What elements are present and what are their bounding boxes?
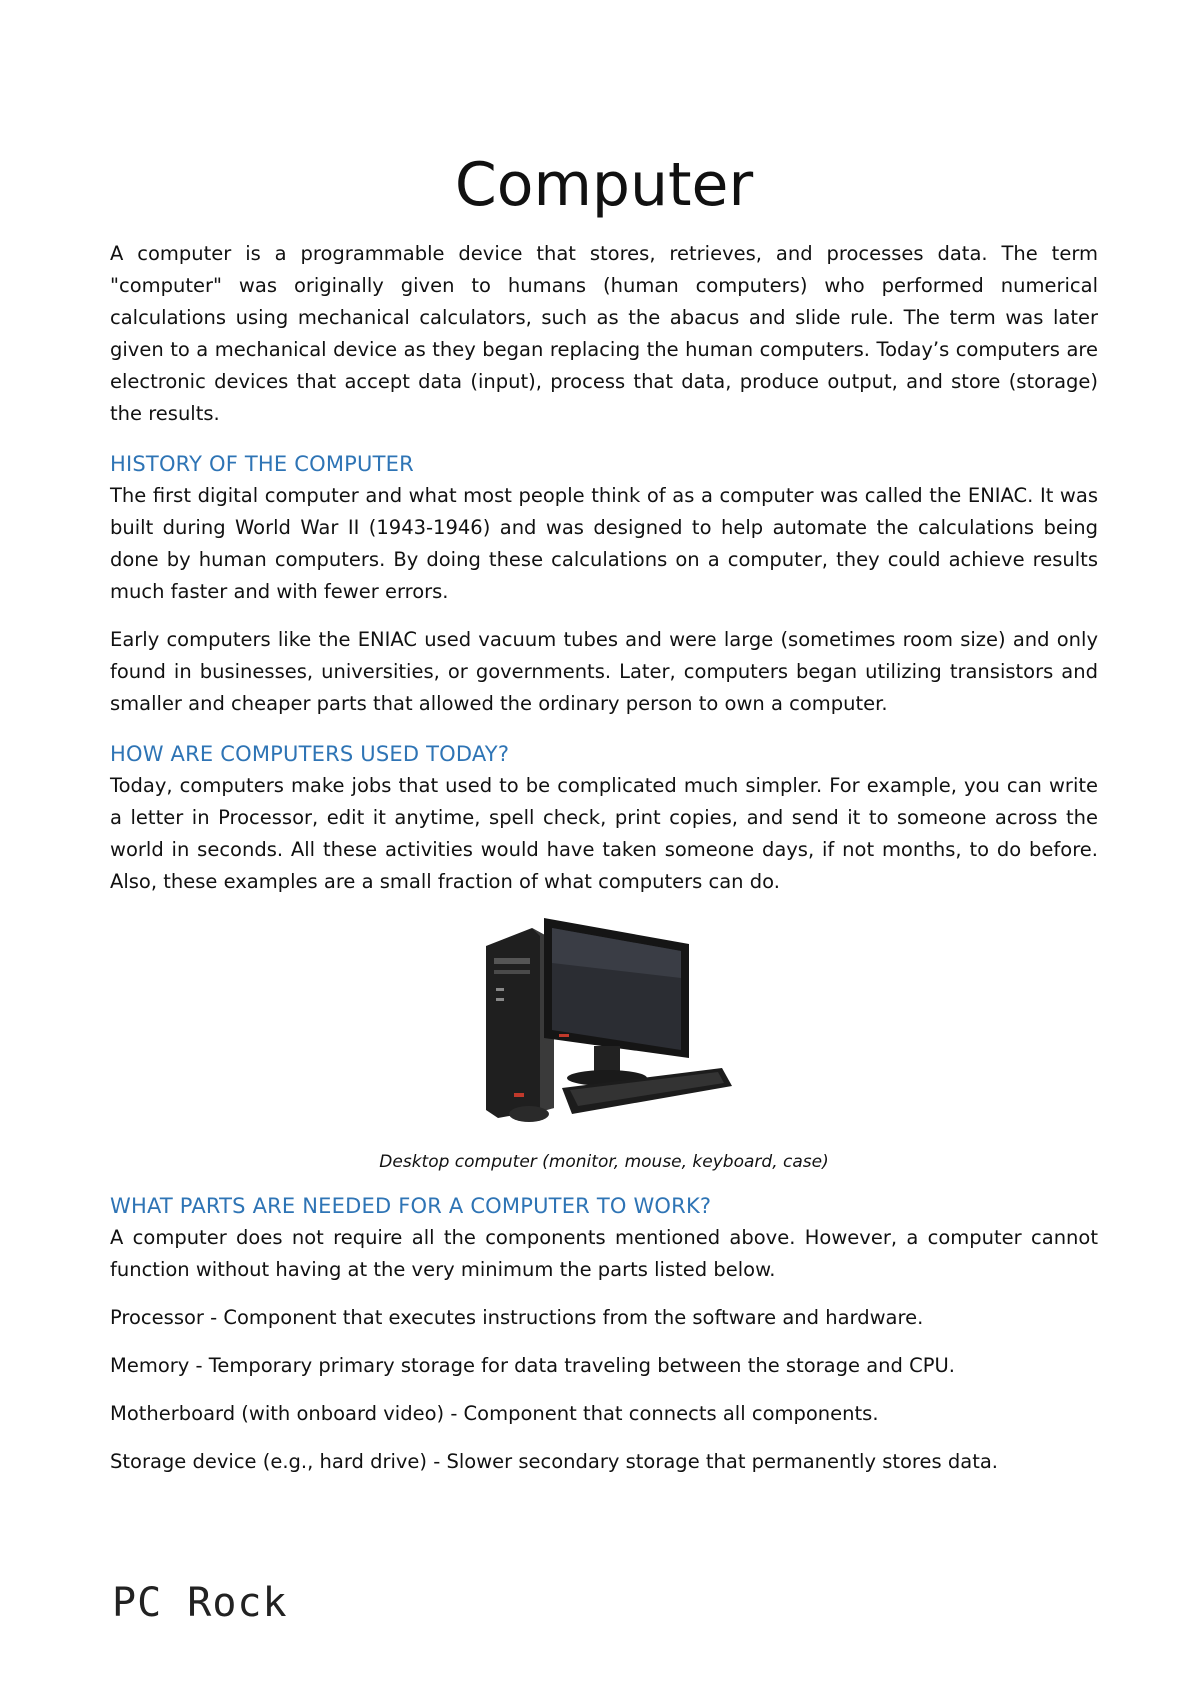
- intro-paragraph: A computer is a programmable device that stores, retrieves, and processes data. The term "computer" was originally given to humans (human computers) who performed numerical calculations using mechanical calculators, such as the abacus and slide rule. The term was later given to a mechanical device as they began replacing the human computers. Today’s computers are electronic devices that accept data (input), process that data, produce output, and store (storage) the results.: [110, 242, 1098, 425]
- parts-intro-paragraph: A computer does not require all the components mentioned above. However, a computer cannot function without having at the very minimum the parts listed below.: [110, 1226, 1098, 1281]
- section-heading-parts: WHAT PARTS ARE NEEDED FOR A COMPUTER TO WORK?: [110, 1194, 712, 1218]
- desktop-computer-figure: [110, 918, 1098, 1128]
- list-item-processor: Processor - Component that executes instructions from the software and hardware.: [110, 1306, 924, 1329]
- history-paragraph-1: The first digital computer and what most people think of as a computer was called the ENIAC. It was built during World War II (1943-1946) and was designed to help automate the calculations being done by human computers. By doing these calculations on a computer, they could achieve results much faster and with fewer errors.: [110, 484, 1098, 603]
- desktop-computer-image: [474, 918, 734, 1128]
- section-heading-usage: HOW ARE COMPUTERS USED TODAY?: [110, 742, 510, 766]
- parts-list: [110, 1222, 1098, 1478]
- list-item-storage: Storage device (e.g., hard drive) - Slower secondary storage that permanently stores data.: [110, 1450, 998, 1473]
- list-item-motherboard: Motherboard (with onboard video) - Component that connects all components.: [110, 1402, 879, 1425]
- footer-logo: PC Rock: [112, 1580, 288, 1626]
- history-paragraph-2: Early computers like the ENIAC used vacuum tubes and were large (sometimes room size) and only found in businesses, universities, or governments. Later, computers began utilizing transistors and smaller and cheaper parts that allowed the ordinary person to own a computer.: [110, 628, 1098, 715]
- document-page: [110, 150, 1098, 1494]
- usage-paragraph-1: Today, computers make jobs that used to be complicated much simpler. For example, you can write a letter in Processor, edit it anytime, spell check, print copies, and send it to someone across the world in seconds. All these activities would have taken someone days, if not months, to do before. Also, these examples are a small fraction of what computers can do.: [110, 774, 1098, 893]
- document-title: Computer: [454, 150, 754, 220]
- section-heading-history: HISTORY OF THE COMPUTER: [110, 452, 414, 476]
- figure-caption: Desktop computer (monitor, mouse, keyboard, case): [379, 1152, 829, 1172]
- list-item-memory: Memory - Temporary primary storage for data traveling between the storage and CPU.: [110, 1354, 955, 1377]
